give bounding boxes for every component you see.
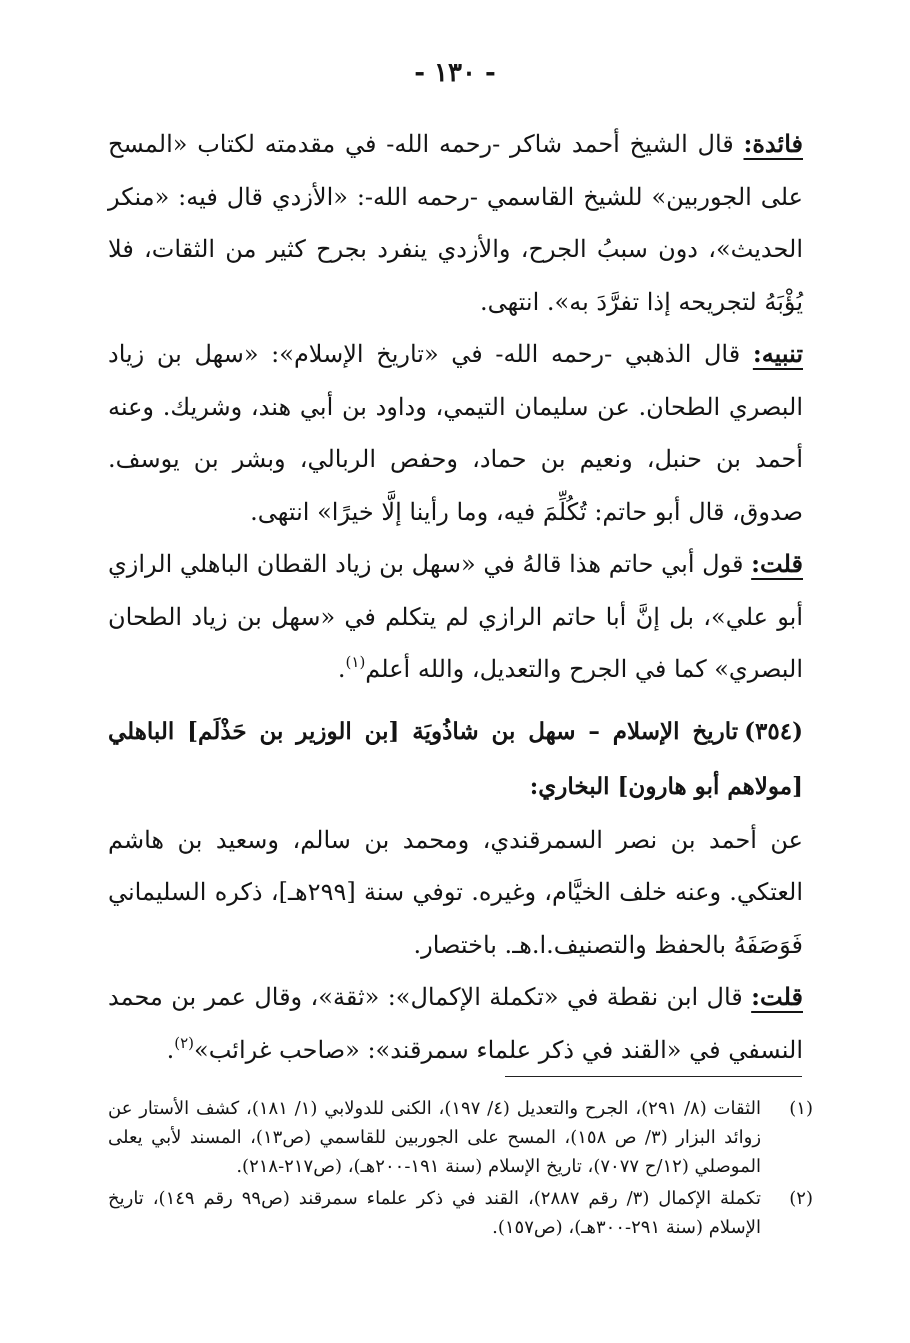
entry-remark <box>108 971 803 1076</box>
entry-title: تاريخ الإسلام – سهل بن شاذُويَة [بن الوزير بن حَذْلَم] الباهلي [مولاهم أبو هارون] البخاري: <box>108 717 803 800</box>
benefit-paragraph <box>108 118 803 328</box>
footnote-number: (١) <box>789 1098 813 1119</box>
notice-label: تنبيه: <box>752 339 803 368</box>
footnote-number: (٢) <box>789 1188 813 1209</box>
entry-remark-end: . <box>166 1035 175 1064</box>
footnote-ref-1[interactable]: (١) <box>345 653 366 671</box>
footnote-text: تكملة الإكمال (٣/ رقم ٢٨٨٧)، القند في ذكر علماء سمرقند (ص٩٩ رقم ١٤٩)، تاريخ الإسلام (سنة ٢٩١-٣٠٠هـ)، (ص١٥٧). <box>108 1188 761 1238</box>
remark-paragraph <box>108 538 803 696</box>
notice-text: قال الذهبي -رحمه الله- في «تاريخ الإسلام»: «سهل بن زياد البصري الطحان. عن سليمان التيمي، وداود بن أبي هند، وشريك. وعنه أحمد بن حنبل، ونعيم بن حماد، وحفص الربالي، وبشر بن يوسف. صدوق، قال أبو حاتم: تُكُلِّمَ فيه، وما رأينا إلَّا خيرًا» انتهى. <box>108 340 803 526</box>
remark-text: قول أبي حاتم هذا قالهُ في «سهل بن زياد القطان الباهلي الرازي أبو علي»، بل إنَّ أبا حاتم الرازي لم يتكلم في «سهل بن زياد الطحان البصري» كما في الجرح والتعديل، والله أعلم <box>108 550 803 683</box>
footnote-ref-2[interactable]: (٢) <box>174 1033 195 1052</box>
notice-paragraph <box>108 328 803 538</box>
page-number: - ١٣٠ - <box>414 58 496 88</box>
footnotes <box>108 1094 813 1245</box>
benefit-label: فائدة: <box>743 129 803 158</box>
entry-remark-text: قال ابن نقطة في «تكملة الإكمال»: «ثقة»، وقال عمر بن محمد النسفي في «القند في ذكر علماء سمرقند»: «صاحب غرائب» <box>108 983 803 1064</box>
remark-end: . <box>337 655 346 683</box>
footnote-2 <box>108 1184 813 1242</box>
main-text <box>108 118 803 1076</box>
remark-label: قلت: <box>751 549 803 578</box>
footnote-1 <box>108 1094 813 1181</box>
entry-body: عن أحمد بن نصر السمرقندي، ومحمد بن سالم، وسعيد بن هاشم العتكي. وعنه خلف الخيَّام، وغيره. توفي سنة [٢٩٩هـ]، ذكره السليماني فَوَصَفَهُ بالحفظ والتصنيف.ا.هـ. باختصار. <box>108 825 803 959</box>
footnote-separator <box>505 1076 802 1077</box>
entry-number: (٣٥٤) <box>744 717 803 745</box>
benefit-text: قال الشيخ أحمد شاكر -رحمه الله- في مقدمته لكتاب «المسح على الجوربين» للشيخ القاسمي -رحمه الله-: «الأزدي قال فيه: «منكر الحديث»، دون سببُ الجرح، والأزدي ينفرد بجرح كثير من الثقات، فلا يُؤْبَهُ لتجريحه إذا تفرَّدَ به». انتهى. <box>108 130 803 316</box>
entry-heading <box>108 704 803 814</box>
entry-remark-label: قلت: <box>751 982 803 1011</box>
footnote-text: الثقات (٨/ ٢٩١)، الجرح والتعديل (٤/ ١٩٧)، الكنى للدولابي (١/ ١٨١)، كشف الأستار عن زوائد البزار (٣/ ص ١٥٨)، المسح على الجوربين للقاسمي (ص١٣)، المسند لأبي يعلى الموصلي (١٢/ح ٧٠٧٧)، تاريخ الإسلام (سنة ١٩١-٢٠٠هـ)، (ص٢١٧-٢١٨). <box>108 1098 762 1177</box>
